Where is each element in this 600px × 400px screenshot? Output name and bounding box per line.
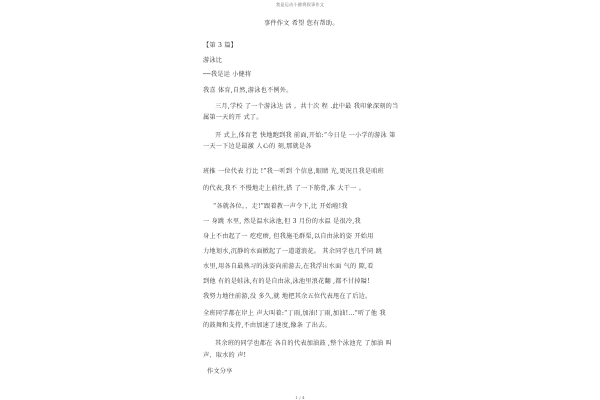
paragraph-6-line-1: 全班同学都在岸上 声大叫着:“丁雨,加油!丁雨,加油!…”听了他 我 (203, 310, 386, 317)
paragraph-2-line-2: 属第一天的开 式了。 (203, 114, 263, 121)
paragraph-6-line-2: 的鼓舞和支持,不由加速了速度,像条 了出去。 (203, 322, 331, 329)
paragraph-5-line-5: 水里,用各自最熟习的泳姿向前游去,在我浮出水面 气的 隙,看 (203, 263, 374, 270)
running-header: 我是运动小健将叙事作文 (275, 2, 325, 7)
paragraph-5-line-7: 我努力地往前游,没 多久,就 地把其余五位代表甩在了后边。 (203, 293, 372, 300)
paragraph-2-line-1: 三月,学校 了一个游泳达 活 。共十次 程 .此中最 我印象深刻的当 (215, 103, 399, 110)
intro-line: 事件作文 希望 您有帮助。 (264, 20, 339, 27)
essay-subtitle: ──我是运 小健将 (203, 71, 252, 78)
paragraph-3-line-2: 一天一下边是最激 人心的 刻,那就是各 (203, 143, 312, 150)
paragraph-4-line-2: 的代表,我不 不慢地走上前往,搭 了一下筋骨,准 大干一 。 (203, 185, 366, 192)
paragraph-5-line-2: 一 身跳 水里, 然是温水泳池,但 3 月份的水温 是很冷,我 (203, 218, 361, 225)
paragraph-7-line-1: 其余班的同学也都在 各自的代表加油鼓 ,整个泳池充 了加油 叫 (215, 340, 392, 347)
page-number: 1 / 4 (295, 395, 305, 400)
paragraph-7-line-2: 声、取水的 声! (203, 352, 247, 359)
closing-line: 作文分享 (207, 368, 233, 375)
paragraph-5-line-3: 身上不由起了一 疙疙瘩, 但我施毛群栗,以自由泳的姿 开始用 (203, 233, 374, 240)
paragraph-4-line-1: 班推 一位代表 行比 !”我一听到 个信息,眼睛 光,更况且我是咱班 (203, 168, 384, 175)
paragraph-5-line-1: “各就各位。、走!”跟着教一声令下,比 开始啦!我 (213, 203, 348, 210)
paragraph-3-line-1: 开 式上,体育老 快地跑到我 前面,开始:“今日是 一小学的游泳 第 (215, 132, 396, 139)
essay-title: 游泳比 (203, 57, 223, 64)
section-label: 【第 3 篇】 (203, 42, 238, 49)
paragraph-5-line-6: 到他 有的是蛙泳,有的是自由泳,泳池里浪花翻 ,都不甘掉隘! (203, 278, 370, 285)
paragraph-1: 我喜 体育,自然,游泳也不例外。 (203, 87, 293, 94)
paragraph-5-line-4: 力地划水,沉静的水面掀起了一道道浪花。 其余同学也几乎同 跳 (203, 248, 382, 255)
